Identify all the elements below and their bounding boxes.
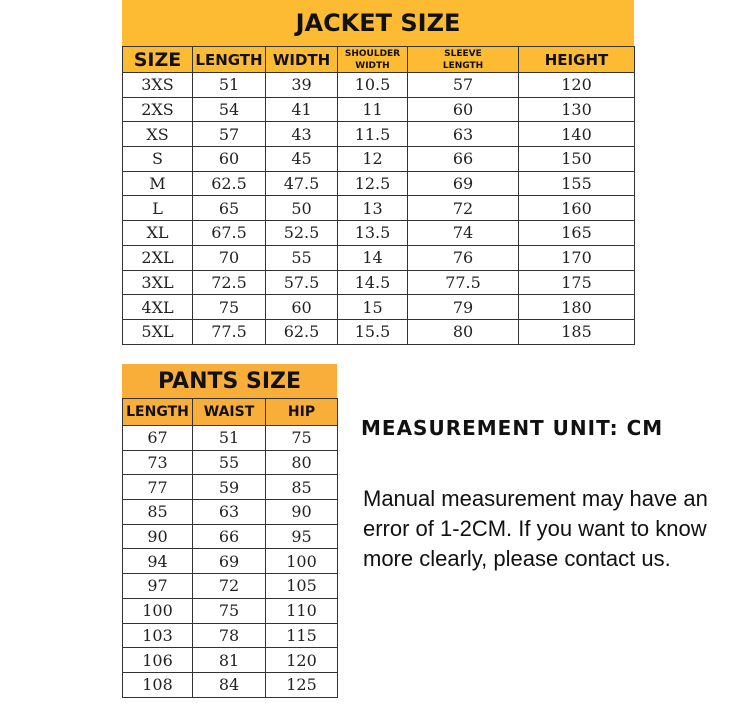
table-cell: 72: [193, 574, 266, 599]
table-row: [123, 221, 635, 246]
header-height: HEIGHT: [519, 47, 635, 73]
table-cell: 85: [266, 475, 338, 500]
table-cell: 90: [123, 524, 193, 549]
table-cell: 106: [123, 648, 193, 673]
table-cell: L: [123, 196, 193, 221]
table-cell: 75: [193, 598, 266, 623]
table-cell: 75: [266, 426, 338, 451]
table-cell: 72: [408, 196, 519, 221]
table-cell: 55: [193, 450, 266, 475]
table-cell: 74: [408, 221, 519, 246]
table-cell: 5XL: [123, 319, 193, 344]
table-row: [123, 623, 338, 648]
table-cell: 41: [266, 97, 338, 122]
table-cell: 67: [123, 426, 193, 451]
table-row: [123, 319, 635, 344]
table-row: [123, 475, 338, 500]
table-row: [123, 450, 338, 475]
table-cell: 185: [519, 319, 635, 344]
table-cell: 80: [408, 319, 519, 344]
table-cell: 43: [266, 122, 338, 147]
table-cell: 57.5: [266, 270, 338, 295]
table-cell: 120: [266, 648, 338, 673]
table-row: [123, 196, 635, 221]
table-cell: 77: [123, 475, 193, 500]
table-cell: 100: [123, 598, 193, 623]
table-cell: 59: [193, 475, 266, 500]
table-cell: M: [123, 171, 193, 196]
table-cell: 67.5: [193, 221, 266, 246]
table-row: [123, 171, 635, 196]
table-cell: 12: [338, 147, 408, 172]
table-cell: 73: [123, 450, 193, 475]
table-cell: 100: [266, 549, 338, 574]
table-row: [123, 73, 635, 98]
table-cell: 160: [519, 196, 635, 221]
table-cell: 180: [519, 295, 635, 320]
table-cell: 90: [266, 500, 338, 525]
table-cell: 57: [193, 122, 266, 147]
table-cell: 52.5: [266, 221, 338, 246]
table-cell: 66: [193, 524, 266, 549]
table-row: [123, 648, 338, 673]
table-cell: 51: [193, 426, 266, 451]
header-sleeve-length: SLEEVE LENGTH: [408, 47, 519, 73]
table-cell: 170: [519, 245, 635, 270]
table-row: [123, 97, 635, 122]
table-cell: 108: [123, 672, 193, 697]
table-row: [123, 574, 338, 599]
table-cell: 85: [123, 500, 193, 525]
table-cell: 60: [408, 97, 519, 122]
table-cell: 63: [193, 500, 266, 525]
pants-size-table: [122, 398, 338, 698]
table-cell: 140: [519, 122, 635, 147]
table-cell: 11: [338, 97, 408, 122]
table-cell: 2XL: [123, 245, 193, 270]
table-cell: 3XS: [123, 73, 193, 98]
pants-size-title: PANTS SIZE: [122, 364, 337, 398]
table-cell: 175: [519, 270, 635, 295]
table-cell: 120: [519, 73, 635, 98]
table-cell: 103: [123, 623, 193, 648]
table-cell: 69: [193, 549, 266, 574]
table-row: [123, 598, 338, 623]
table-cell: 77.5: [193, 319, 266, 344]
table-cell: 62.5: [193, 171, 266, 196]
table-row: [123, 426, 338, 451]
table-row: [123, 672, 338, 697]
table-cell: 62.5: [266, 319, 338, 344]
table-cell: 4XL: [123, 295, 193, 320]
table-cell: 94: [123, 549, 193, 574]
table-cell: 150: [519, 147, 635, 172]
table-row: [123, 245, 635, 270]
header-width: WIDTH: [266, 47, 338, 73]
table-cell: 77.5: [408, 270, 519, 295]
table-cell: 79: [408, 295, 519, 320]
table-cell: 66: [408, 147, 519, 172]
table-row: [123, 549, 338, 574]
table-row: [123, 500, 338, 525]
table-cell: 39: [266, 73, 338, 98]
table-cell: 12.5: [338, 171, 408, 196]
table-cell: 63: [408, 122, 519, 147]
table-cell: 69: [408, 171, 519, 196]
table-cell: 3XL: [123, 270, 193, 295]
table-cell: XS: [123, 122, 193, 147]
table-row: [123, 270, 635, 295]
table-row: [123, 524, 338, 549]
measurement-unit: MEASUREMENT UNIT: CM: [361, 416, 664, 440]
table-cell: 75: [193, 295, 266, 320]
table-cell: 14.5: [338, 270, 408, 295]
table-cell: 47.5: [266, 171, 338, 196]
table-cell: S: [123, 147, 193, 172]
table-cell: 76: [408, 245, 519, 270]
table-cell: 165: [519, 221, 635, 246]
header-length: LENGTH: [123, 399, 193, 426]
table-cell: 11.5: [338, 122, 408, 147]
table-cell: 15.5: [338, 319, 408, 344]
table-cell: 97: [123, 574, 193, 599]
table-cell: 105: [266, 574, 338, 599]
table-cell: 14: [338, 245, 408, 270]
table-cell: 54: [193, 97, 266, 122]
table-cell: 84: [193, 672, 266, 697]
table-cell: 13.5: [338, 221, 408, 246]
jacket-size-title: JACKET SIZE: [122, 0, 634, 46]
table-cell: 60: [193, 147, 266, 172]
table-cell: XL: [123, 221, 193, 246]
table-cell: 115: [266, 623, 338, 648]
header-hip: HIP: [266, 399, 338, 426]
table-cell: 125: [266, 672, 338, 697]
table-cell: 81: [193, 648, 266, 673]
table-cell: 60: [266, 295, 338, 320]
table-row: [123, 122, 635, 147]
table-cell: 155: [519, 171, 635, 196]
measurement-note: Manual measurement may have an error of 1-2CM. If you want to know more clearly, please contact us.: [363, 486, 708, 571]
table-cell: 65: [193, 196, 266, 221]
table-cell: 50: [266, 196, 338, 221]
table-cell: 57: [408, 73, 519, 98]
header-length: LENGTH: [193, 47, 266, 73]
header-shoulder-width: SHOULDER WIDTH: [338, 47, 408, 73]
table-cell: 51: [193, 73, 266, 98]
table-cell: 2XS: [123, 97, 193, 122]
table-cell: 78: [193, 623, 266, 648]
table-cell: 10.5: [338, 73, 408, 98]
table-cell: 80: [266, 450, 338, 475]
table-cell: 72.5: [193, 270, 266, 295]
table-cell: 70: [193, 245, 266, 270]
table-cell: 130: [519, 97, 635, 122]
table-cell: 110: [266, 598, 338, 623]
header-size: SIZE: [123, 47, 193, 73]
table-row: [123, 295, 635, 320]
table-cell: 55: [266, 245, 338, 270]
jacket-size-table: [122, 46, 635, 345]
header-waist: WAIST: [193, 399, 266, 426]
table-cell: 15: [338, 295, 408, 320]
table-cell: 45: [266, 147, 338, 172]
table-cell: 13: [338, 196, 408, 221]
table-row: [123, 147, 635, 172]
table-cell: 95: [266, 524, 338, 549]
